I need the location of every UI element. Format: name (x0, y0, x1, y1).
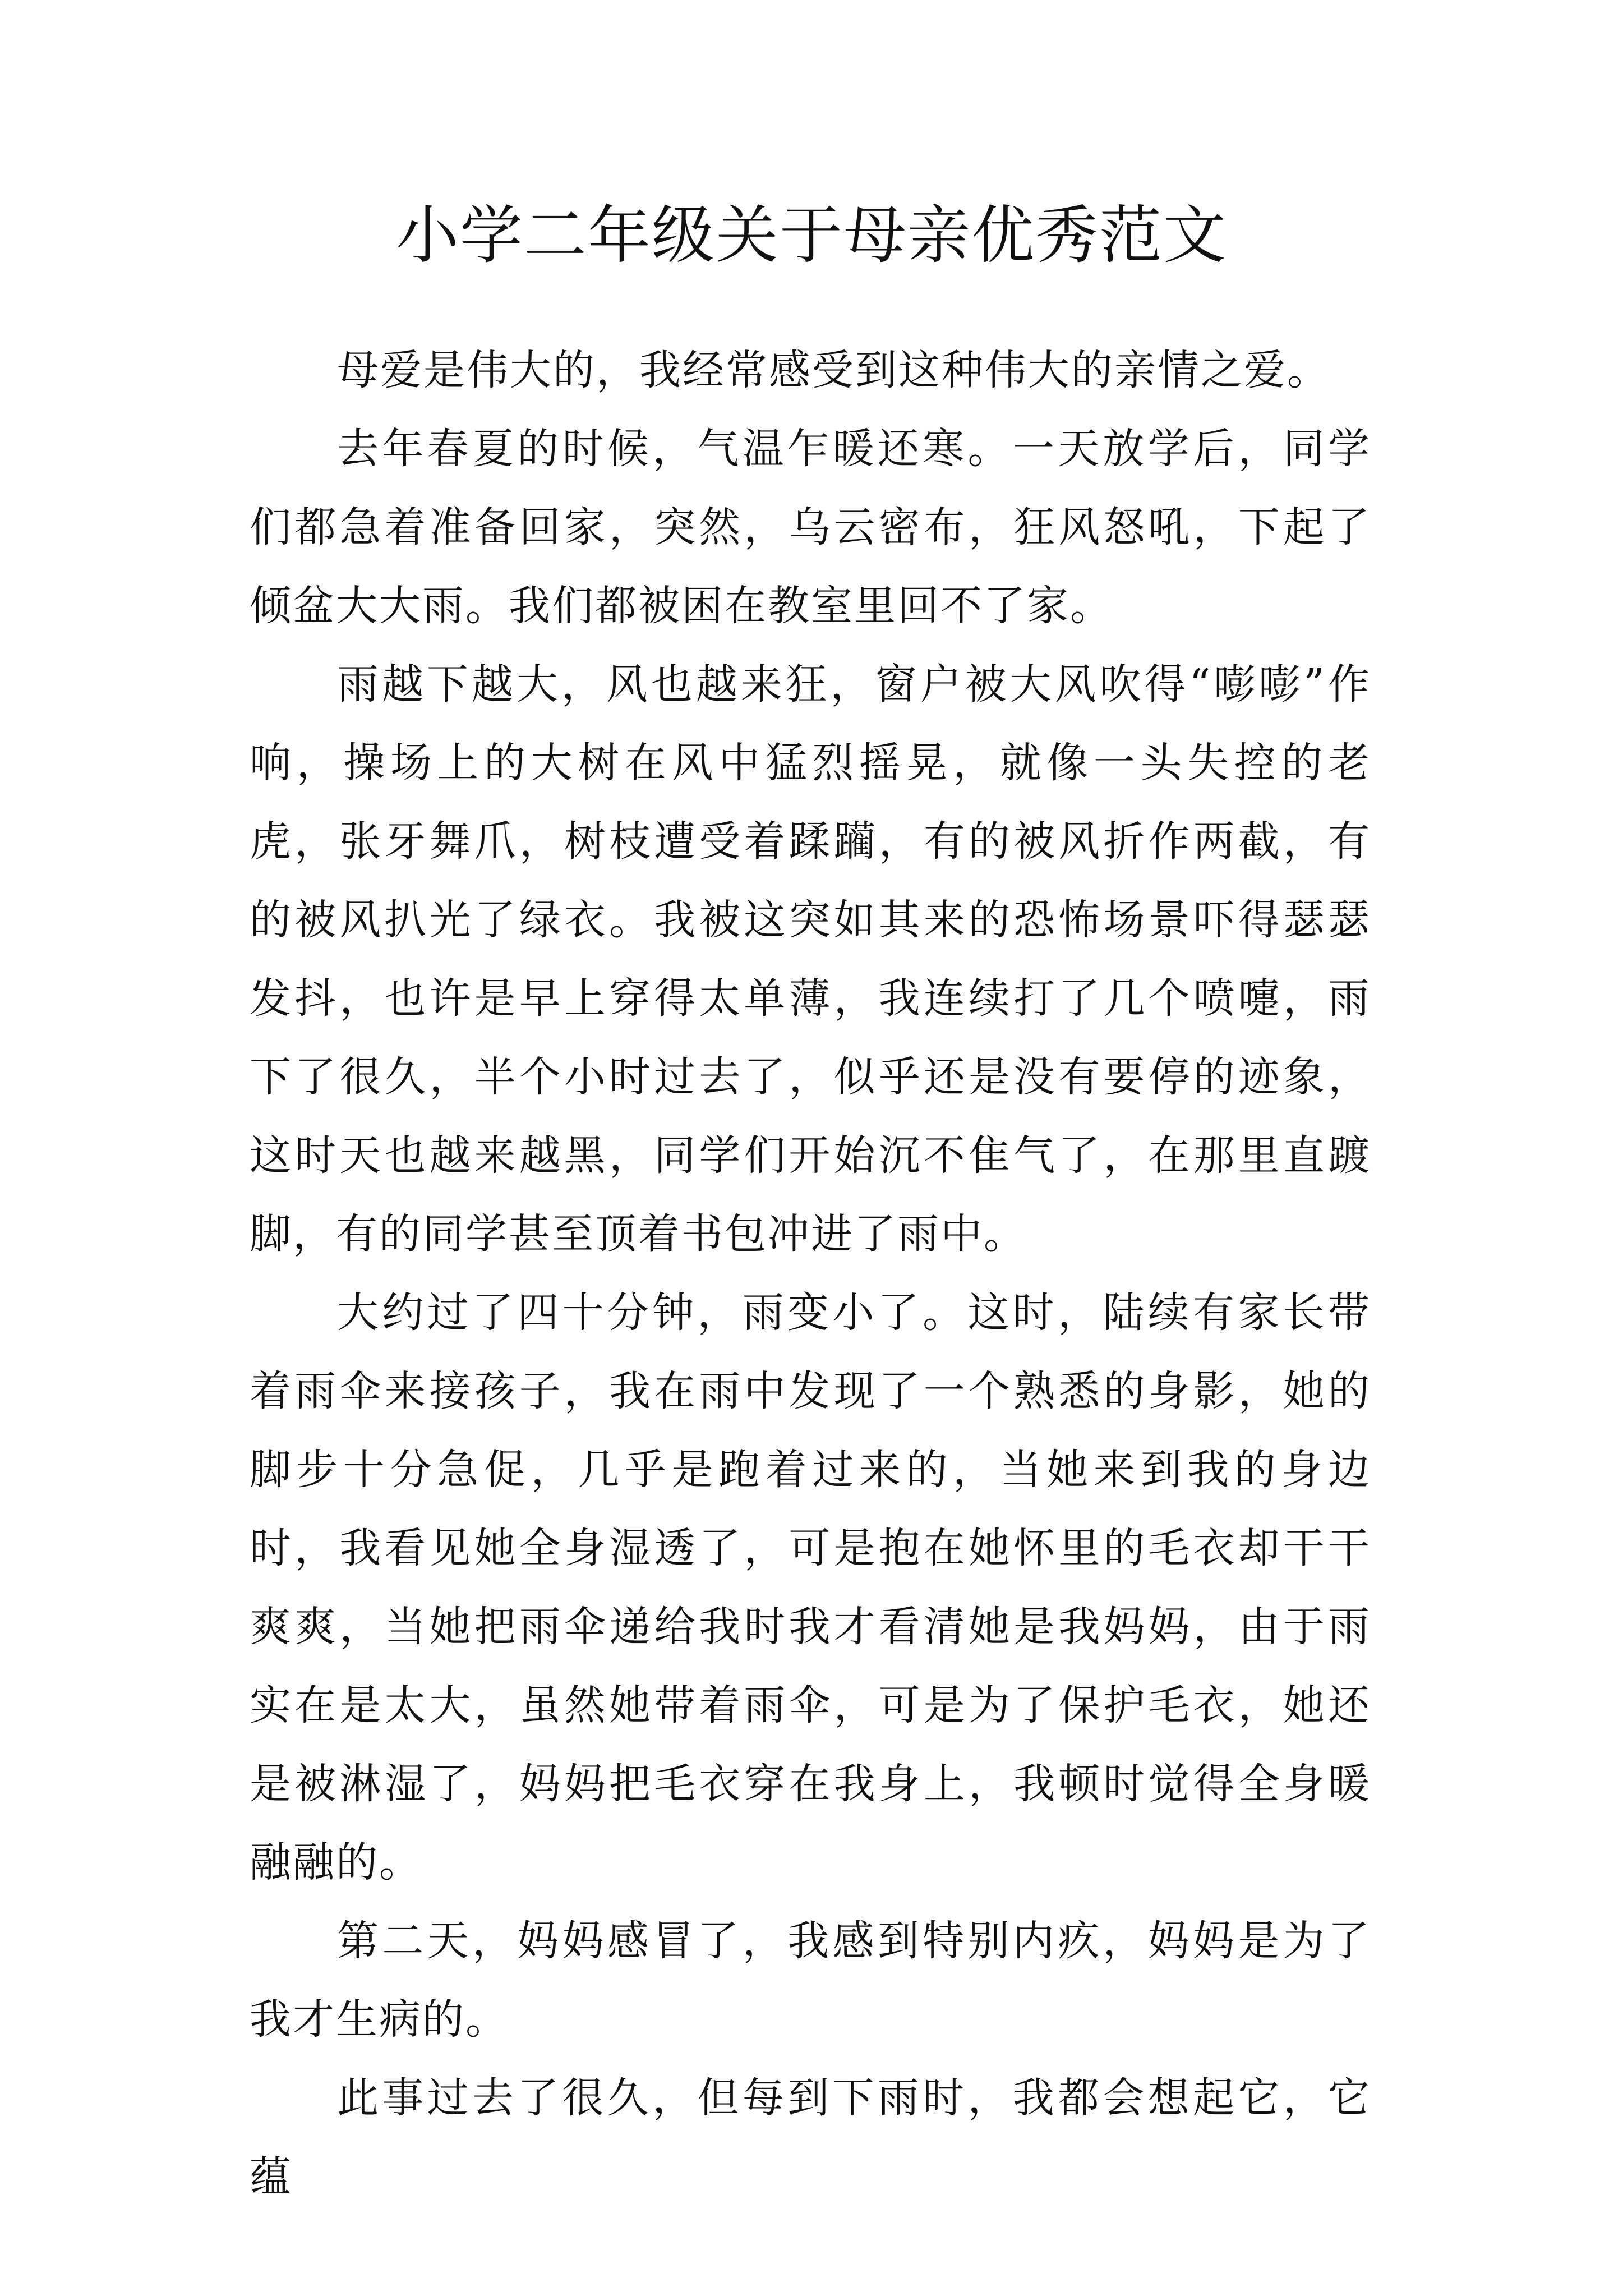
paragraph-3: 雨越下越大，风也越来狂，窗户被大风吹得“嘭嘭”作响，操场上的大树在风中猛烈摇晃，就像一头失控的老虎，张牙舞爪，树枝遭受着蹂躏，有的被风折作两截，有的被风扒光了绿衣。我被这突如其来的恐怖场景吓得瑟瑟发抖，也许是早上穿得太单薄，我连续打了几个喷嚏，雨下了很久，半个小时过去了，似乎还是没有要停的迹象，这时天也越来越黑，同学们开始沉不隹气了，在那里直踱脚，有的同学甚至顶着书包冲进了雨中。 (250, 660, 1371, 1258)
document-title: 小学二年级关于母亲优秀范文 (396, 199, 1227, 272)
paragraph-2: 去年春夏的时候，气温乍暖还寒。一天放学后，同学们都急着准备回家，突然，乌云密布，狂风怒吼，下起了倾盆大大雨。我们都被困在教室里回不了家。 (250, 425, 1371, 630)
paragraph-6: 此事过去了很久，但每到下雨时，我都会想起它，它蕴 (250, 2074, 1371, 2201)
paragraph-1: 母爱是伟大的，我经常感受到这种伟大的亲情之爱。 (337, 346, 1330, 394)
paragraph-4: 大约过了四十分钟，雨变小了。这时，陆续有家长带着雨伞来接孩子，我在雨中发现了一个熟悉的身影，她的脚步十分急促，几乎是跑着过来的，当她来到我的身边时，我看见她全身湿透了，可是抱在她怀里的毛衣却干干爽爽，当她把雨伞递给我时我才看清她是我妈妈，由于雨实在是太大，虽然她带着雨伞，可是为了保护毛衣，她还是被淋湿了，妈妈把毛衣穿在我身上，我顿时觉得全身暖融融的。 (250, 1289, 1371, 1887)
paragraph-5: 第二天，妈妈感冒了，我感到特别内疚，妈妈是为了我才生病的。 (250, 1917, 1371, 2044)
document-body (250, 331, 1371, 2216)
